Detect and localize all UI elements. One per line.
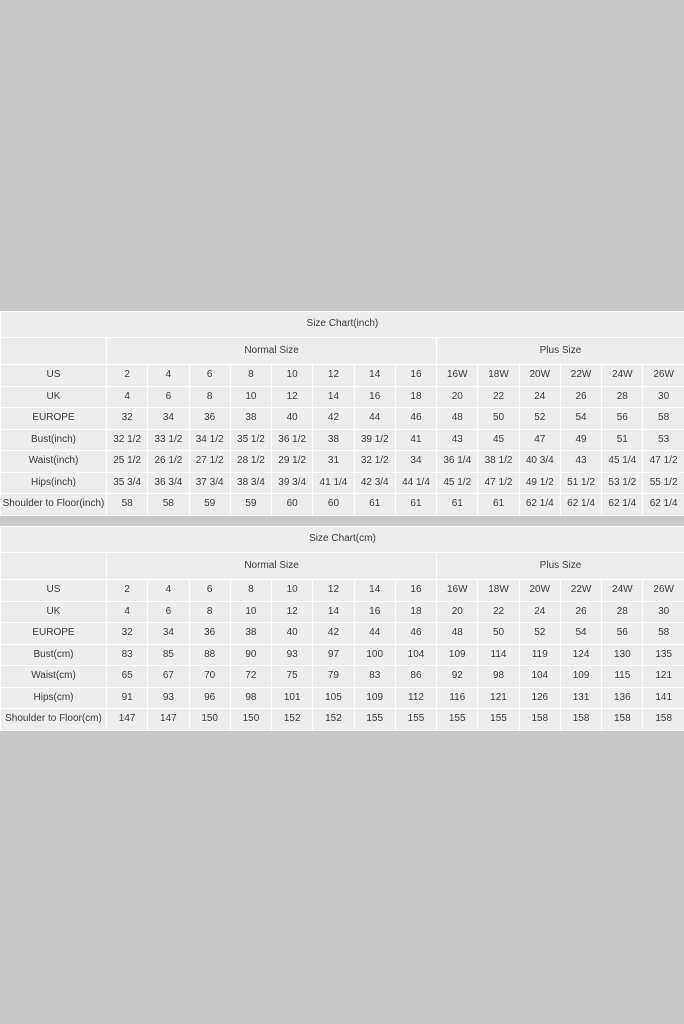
- cell: 121: [478, 687, 519, 709]
- cell: 62 1/4: [519, 494, 560, 516]
- cell: 67: [148, 666, 189, 688]
- cell: 91: [107, 687, 148, 709]
- table-row: [1, 429, 684, 451]
- cell: 4: [107, 601, 148, 623]
- size-chart-inch: [0, 311, 684, 516]
- cell: 55 1/2: [643, 472, 684, 494]
- cell: 32 1/2: [107, 429, 148, 451]
- cell: 33 1/2: [148, 429, 189, 451]
- cell: 24: [519, 601, 560, 623]
- size-chart-cm-table: [0, 526, 684, 731]
- cell: 30: [643, 601, 684, 623]
- cell: 45: [478, 429, 519, 451]
- cell: 85: [148, 644, 189, 666]
- cell: 98: [478, 666, 519, 688]
- cell: 26W: [643, 580, 684, 602]
- cell: 43: [437, 429, 478, 451]
- cell: 48: [437, 623, 478, 645]
- cell: 93: [272, 644, 313, 666]
- cell: 83: [107, 644, 148, 666]
- cell: 10: [230, 601, 271, 623]
- table-row: [1, 365, 684, 387]
- cell: 90: [230, 644, 271, 666]
- cell: 62 1/4: [602, 494, 643, 516]
- cell: 6: [148, 386, 189, 408]
- cell: 61: [395, 494, 436, 516]
- cell: 45 1/4: [602, 451, 643, 473]
- cell: 28: [602, 386, 643, 408]
- cell: 2: [107, 365, 148, 387]
- cell: 62 1/4: [643, 494, 684, 516]
- row-label: Bust(cm): [1, 644, 107, 666]
- cell: 36: [189, 623, 230, 645]
- table-row: [1, 408, 684, 430]
- cell: 8: [189, 386, 230, 408]
- cell: 104: [519, 666, 560, 688]
- cell: 155: [354, 709, 395, 731]
- cell: 54: [560, 408, 601, 430]
- cell: 109: [437, 644, 478, 666]
- cell: 98: [230, 687, 271, 709]
- group-header-row: [1, 337, 684, 365]
- cell: 38: [230, 623, 271, 645]
- cell: 70: [189, 666, 230, 688]
- cell: 12: [272, 386, 313, 408]
- cell: 59: [189, 494, 230, 516]
- cell: 37 3/4: [189, 472, 230, 494]
- row-label: UK: [1, 601, 107, 623]
- cell: 44 1/4: [395, 472, 436, 494]
- cell: 155: [437, 709, 478, 731]
- cell: 93: [148, 687, 189, 709]
- cell: 35 3/4: [107, 472, 148, 494]
- cell: 97: [313, 644, 354, 666]
- cell: 105: [313, 687, 354, 709]
- cell: 16: [395, 365, 436, 387]
- cell: 29 1/2: [272, 451, 313, 473]
- cell: 34: [395, 451, 436, 473]
- row-label: Waist(inch): [1, 451, 107, 473]
- cell: 10: [230, 386, 271, 408]
- cell: 109: [354, 687, 395, 709]
- cell: 26W: [643, 365, 684, 387]
- cell: 20: [437, 386, 478, 408]
- cell: 16: [354, 601, 395, 623]
- cell: 40: [272, 408, 313, 430]
- cell: 6: [148, 601, 189, 623]
- cell: 100: [354, 644, 395, 666]
- row-label: Shoulder to Floor(cm): [1, 709, 107, 731]
- cell: 16W: [437, 580, 478, 602]
- cell: 54: [560, 623, 601, 645]
- table-row: [1, 580, 684, 602]
- row-label: Waist(cm): [1, 666, 107, 688]
- cell: 20W: [519, 580, 560, 602]
- row-label: US: [1, 365, 107, 387]
- cell: 22: [478, 601, 519, 623]
- cell: 49 1/2: [519, 472, 560, 494]
- cell: 62 1/4: [560, 494, 601, 516]
- cell: 56: [602, 408, 643, 430]
- cell: 14: [354, 365, 395, 387]
- table-row: [1, 687, 684, 709]
- cell: 16: [395, 580, 436, 602]
- cell: 50: [478, 623, 519, 645]
- cell: 4: [148, 580, 189, 602]
- cell: 43: [560, 451, 601, 473]
- cell: 58: [643, 623, 684, 645]
- cell: 52: [519, 408, 560, 430]
- cell: 135: [643, 644, 684, 666]
- cell: 155: [395, 709, 436, 731]
- cell: 16: [354, 386, 395, 408]
- cell: 50: [478, 408, 519, 430]
- cell: 121: [643, 666, 684, 688]
- cell: 58: [148, 494, 189, 516]
- cell: 56: [602, 623, 643, 645]
- cell: 4: [148, 365, 189, 387]
- cell: 12: [272, 601, 313, 623]
- row-label: Bust(inch): [1, 429, 107, 451]
- size-chart-inch-table: [0, 311, 684, 516]
- size-chart-cm: [0, 526, 684, 731]
- corner-cell: [1, 552, 107, 580]
- group-plus-size: Plus Size: [437, 337, 684, 365]
- cell: 26 1/2: [148, 451, 189, 473]
- cell: 136: [602, 687, 643, 709]
- cell: 49: [560, 429, 601, 451]
- cell: 40: [272, 623, 313, 645]
- row-label: UK: [1, 386, 107, 408]
- cell: 18: [395, 601, 436, 623]
- chart-title: Size Chart(inch): [1, 312, 684, 338]
- cell: 46: [395, 408, 436, 430]
- cell: 22W: [560, 580, 601, 602]
- cell: 30: [643, 386, 684, 408]
- cell: 158: [602, 709, 643, 731]
- cell: 61: [478, 494, 519, 516]
- row-label: Shoulder to Floor(inch): [1, 494, 107, 516]
- cell: 38 1/2: [478, 451, 519, 473]
- cell: 25 1/2: [107, 451, 148, 473]
- row-label: Hips(inch): [1, 472, 107, 494]
- cell: 10: [272, 580, 313, 602]
- row-label: EUROPE: [1, 623, 107, 645]
- cell: 58: [107, 494, 148, 516]
- cell: 130: [602, 644, 643, 666]
- cell: 47 1/2: [643, 451, 684, 473]
- cell: 47 1/2: [478, 472, 519, 494]
- table-row: [1, 451, 684, 473]
- cell: 114: [478, 644, 519, 666]
- cell: 2: [107, 580, 148, 602]
- cell: 126: [519, 687, 560, 709]
- cell: 155: [478, 709, 519, 731]
- cell: 38: [230, 408, 271, 430]
- cell: 150: [230, 709, 271, 731]
- cell: 35 1/2: [230, 429, 271, 451]
- cell: 51: [602, 429, 643, 451]
- cell: 131: [560, 687, 601, 709]
- cell: 45 1/2: [437, 472, 478, 494]
- table-row: [1, 623, 684, 645]
- cell: 75: [272, 666, 313, 688]
- table-row: [1, 494, 684, 516]
- cell: 16W: [437, 365, 478, 387]
- cell: 8: [189, 601, 230, 623]
- group-header-row: [1, 552, 684, 580]
- cell: 124: [560, 644, 601, 666]
- cell: 51 1/2: [560, 472, 601, 494]
- table-row: [1, 386, 684, 408]
- cell: 112: [395, 687, 436, 709]
- cell: 20: [437, 601, 478, 623]
- cell: 147: [148, 709, 189, 731]
- cell: 36 1/2: [272, 429, 313, 451]
- chart-title-row: [1, 527, 684, 553]
- cell: 38: [313, 429, 354, 451]
- cell: 96: [189, 687, 230, 709]
- cell: 44: [354, 408, 395, 430]
- table-row: [1, 601, 684, 623]
- cell: 28: [602, 601, 643, 623]
- cell: 92: [437, 666, 478, 688]
- cell: 65: [107, 666, 148, 688]
- cell: 34: [148, 408, 189, 430]
- cell: 116: [437, 687, 478, 709]
- cell: 158: [643, 709, 684, 731]
- cell: 61: [354, 494, 395, 516]
- cell: 46: [395, 623, 436, 645]
- cell: 31: [313, 451, 354, 473]
- cell: 18W: [478, 580, 519, 602]
- row-label: EUROPE: [1, 408, 107, 430]
- row-label: Hips(cm): [1, 687, 107, 709]
- cell: 119: [519, 644, 560, 666]
- cell: 14: [313, 386, 354, 408]
- cell: 22W: [560, 365, 601, 387]
- corner-cell: [1, 337, 107, 365]
- cell: 152: [313, 709, 354, 731]
- cell: 109: [560, 666, 601, 688]
- cell: 115: [602, 666, 643, 688]
- cell: 42: [313, 623, 354, 645]
- cell: 12: [313, 365, 354, 387]
- cell: 18W: [478, 365, 519, 387]
- cell: 34: [148, 623, 189, 645]
- cell: 39 3/4: [272, 472, 313, 494]
- cell: 158: [560, 709, 601, 731]
- cell: 10: [272, 365, 313, 387]
- cell: 141: [643, 687, 684, 709]
- cell: 8: [230, 580, 271, 602]
- cell: 53: [643, 429, 684, 451]
- cell: 20W: [519, 365, 560, 387]
- cell: 152: [272, 709, 313, 731]
- cell: 8: [230, 365, 271, 387]
- cell: 36: [189, 408, 230, 430]
- cell: 6: [189, 580, 230, 602]
- cell: 12: [313, 580, 354, 602]
- cell: 83: [354, 666, 395, 688]
- cell: 18: [395, 386, 436, 408]
- cell: 24: [519, 386, 560, 408]
- cell: 32: [107, 408, 148, 430]
- chart-title: Size Chart(cm): [1, 527, 684, 553]
- cell: 101: [272, 687, 313, 709]
- cell: 24W: [602, 580, 643, 602]
- cell: 44: [354, 623, 395, 645]
- cell: 150: [189, 709, 230, 731]
- cell: 27 1/2: [189, 451, 230, 473]
- group-normal-size: Normal Size: [107, 337, 437, 365]
- cell: 26: [560, 601, 601, 623]
- cell: 14: [354, 580, 395, 602]
- cell: 47: [519, 429, 560, 451]
- cell: 34 1/2: [189, 429, 230, 451]
- table-row: [1, 709, 684, 731]
- cell: 32 1/2: [354, 451, 395, 473]
- cell: 79: [313, 666, 354, 688]
- cell: 38 3/4: [230, 472, 271, 494]
- cell: 61: [437, 494, 478, 516]
- cell: 60: [313, 494, 354, 516]
- cell: 48: [437, 408, 478, 430]
- cell: 42: [313, 408, 354, 430]
- cell: 6: [189, 365, 230, 387]
- cell: 147: [107, 709, 148, 731]
- cell: 40 3/4: [519, 451, 560, 473]
- cell: 60: [272, 494, 313, 516]
- table-row: [1, 472, 684, 494]
- cell: 86: [395, 666, 436, 688]
- cell: 104: [395, 644, 436, 666]
- group-plus-size: Plus Size: [437, 552, 684, 580]
- cell: 4: [107, 386, 148, 408]
- cell: 24W: [602, 365, 643, 387]
- table-row: [1, 666, 684, 688]
- cell: 52: [519, 623, 560, 645]
- cell: 36 3/4: [148, 472, 189, 494]
- cell: 32: [107, 623, 148, 645]
- cell: 22: [478, 386, 519, 408]
- cell: 59: [230, 494, 271, 516]
- chart-title-row: [1, 312, 684, 338]
- cell: 39 1/2: [354, 429, 395, 451]
- cell: 53 1/2: [602, 472, 643, 494]
- cell: 14: [313, 601, 354, 623]
- cell: 158: [519, 709, 560, 731]
- group-normal-size: Normal Size: [107, 552, 437, 580]
- cell: 72: [230, 666, 271, 688]
- cell: 58: [643, 408, 684, 430]
- cell: 88: [189, 644, 230, 666]
- cell: 41 1/4: [313, 472, 354, 494]
- cell: 26: [560, 386, 601, 408]
- row-label: US: [1, 580, 107, 602]
- table-row: [1, 644, 684, 666]
- cell: 41: [395, 429, 436, 451]
- cell: 28 1/2: [230, 451, 271, 473]
- cell: 42 3/4: [354, 472, 395, 494]
- cell: 36 1/4: [437, 451, 478, 473]
